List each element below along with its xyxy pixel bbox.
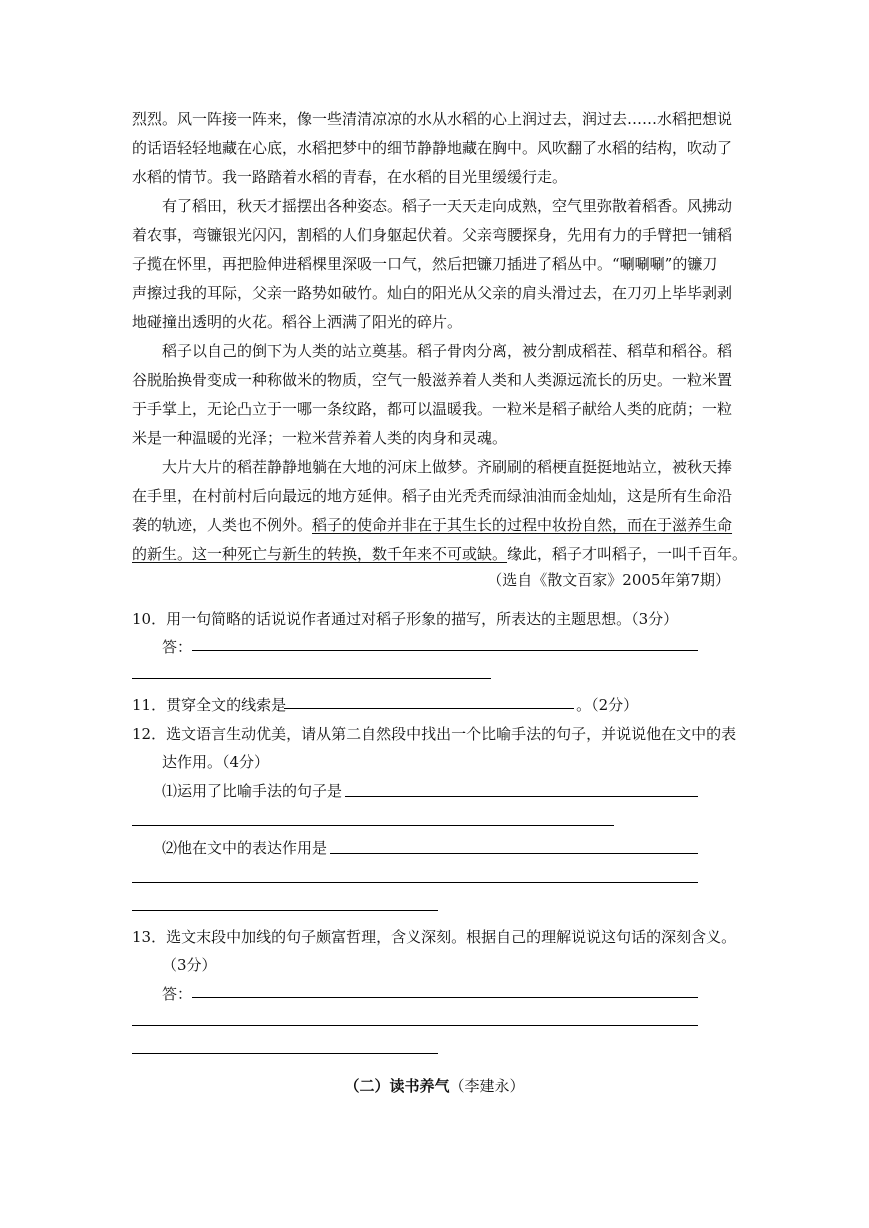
passage-line: 稻子以自己的倒下为人类的站立奠基。稻子骨肉分离，被分割成稻茬、稻草和稻谷。稻 <box>162 342 733 360</box>
answer-blank[interactable] <box>132 910 438 911</box>
question-text: 11．贯穿全文的线索是 <box>132 696 287 714</box>
answer-blank[interactable] <box>192 997 698 998</box>
underlined-sentence: 的新生。这一种死亡与新生的转换，数千年来不可或缺。 <box>132 545 508 563</box>
question-13: 13．选文末段中加线的句子颇富哲理，含义深刻。根据自己的理解说说这句话的深刻含义。 <box>132 928 737 946</box>
sub-question-1: ⑴运用了比喻手法的句子是 <box>162 782 343 800</box>
passage-line <box>132 544 747 564</box>
passage-line: 米是一种温暖的光泽；一粒米营养着人类的肉身和灵魂。 <box>132 429 508 447</box>
passage-line: 的话语轻轻地藏在心底，水稻把梦中的细节静静地藏在胸中。风吹翻了水稻的结构，吹动了 <box>132 139 733 157</box>
passage-line: 有了稻田，秋天才摇摆出各种姿态。稻子一天天走向成熟，空气里弥散着稻香。风拂动 <box>162 197 733 215</box>
underlined-sentence: 稻子的使命并非在于其生长的过程中妆扮自然，而在于滋养生命 <box>312 516 733 534</box>
passage-line: 水稻的情节。我一路踏着水稻的青春，在水稻的目光里缓缓行走。 <box>132 168 568 186</box>
question-points: 。（2分） <box>576 696 639 714</box>
answer-label: 答： <box>162 985 193 1003</box>
answer-blank[interactable] <box>330 853 698 854</box>
passage-line: 在手里，在村前村后向最远的地方延伸。稻子由光秃秃而绿油油而金灿灿，这是所有生命沿 <box>132 487 733 505</box>
answer-blank[interactable] <box>132 1053 438 1054</box>
passage-line: 大片大片的稻茬静静地躺在大地的河床上做梦。齐刷刷的稻梗直挺挺地站立，被秋天捧 <box>162 458 733 476</box>
passage-line: 于手掌上，无论凸立于一哪一条纹路，都可以温暖我。一粒米是稻子献给人类的庇荫；一粒 <box>132 400 733 418</box>
passage-line: 谷脱胎换骨变成一种称做米的物质，空气一般滋养着人类和人类源远流长的历史。一粒米置 <box>132 371 733 389</box>
answer-blank[interactable] <box>132 825 614 826</box>
passage-line: 子揽在怀里，再把脸伸进稻棵里深吸一口气，然后把镰刀插进了稻丛中。“唰唰唰”的镰刀 <box>132 255 718 273</box>
answer-blank[interactable] <box>192 650 698 651</box>
passage-line: 烈烈。风一阵接一阵来，像一些清清凉凉的水从水稻的心上润过去，润过去……水稻把想说 <box>132 110 733 128</box>
passage-line: 声擦过我的耳际，父亲一路势如破竹。灿白的阳光从父亲的肩头滑过去，在刀刃上毕毕剥剥 <box>132 284 733 302</box>
sub-question-2: ⑵他在文中的表达作用是 <box>162 839 328 857</box>
section-title: （二）读书养气 <box>344 1077 450 1095</box>
source-citation: （选自《散文百家》2005年第7期） <box>487 571 730 589</box>
answer-blank[interactable] <box>132 1025 698 1026</box>
question-13-continued: （3分） <box>162 956 217 974</box>
answer-label: 答： <box>162 638 193 656</box>
passage-text: 袭的轨迹，人类也不例外。 <box>132 516 313 534</box>
passage-text: 缘此，稻子才叫稻子，一叫千百年。 <box>507 545 748 563</box>
answer-blank[interactable] <box>132 678 491 679</box>
answer-blank[interactable] <box>284 708 574 709</box>
section-author: （李建永） <box>449 1077 525 1095</box>
answer-blank[interactable] <box>132 882 698 883</box>
passage-line: 着农事，弯镰银光闪闪，割稻的人们身躯起伏着。父亲弯腰探身，先用有力的手臂把一铺稻 <box>132 226 733 244</box>
passage-line <box>132 515 732 535</box>
passage-line: 地碰撞出透明的火花。稻谷上洒满了阳光的碎片。 <box>132 313 463 331</box>
section-heading <box>0 1076 869 1096</box>
question-10: 10．用一句简略的话说说作者通过对稻子形象的描写，所表达的主题思想。（3分） <box>132 610 679 628</box>
question-12: 12．选文语言生动优美，请从第二自然段中找出一个比喻手法的句子，并说说他在文中的表 <box>132 725 737 743</box>
question-12-continued: 达作用。（4分） <box>162 753 270 771</box>
question-11 <box>132 695 638 715</box>
answer-blank[interactable] <box>345 796 698 797</box>
